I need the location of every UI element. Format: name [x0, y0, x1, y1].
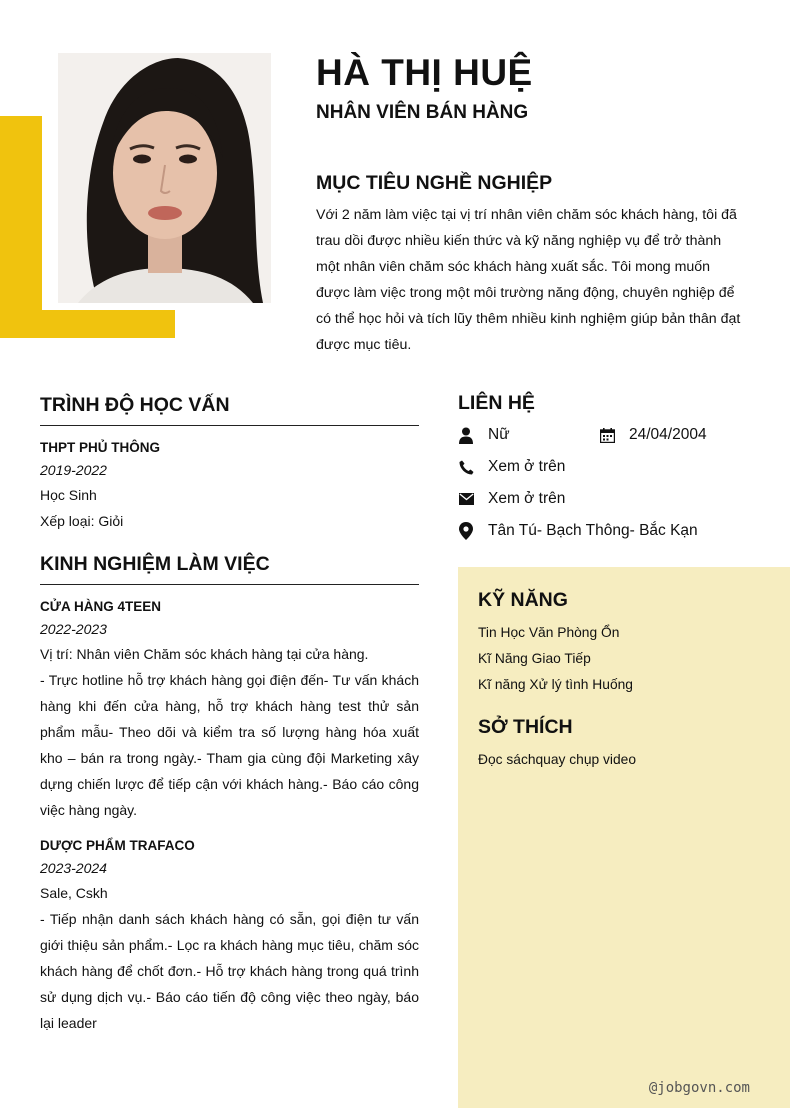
phone-icon [458, 458, 474, 476]
location-pin-icon [458, 522, 474, 540]
experience-description: - Trực hotline hỗ trợ khách hàng gọi điện đến- Tư vấn khách hàng khi đến cửa hàng, hỗ trợ khách hàng test thử sản phẩm mẫu- Theo dõi và kiểm tra số lượng hàng hóa xuất kho – bán ra trong ngày.- Tham gia cùng đội Marketing xây dựng chiến lược để tiếp cận với khách hàng.- Báo cáo công việc hàng ngày. [40, 672, 419, 818]
profile-photo [58, 53, 271, 303]
skill-item: Kĩ Năng Giao Tiếp [478, 651, 591, 666]
objective-heading: MỤC TIÊU NGHỀ NGHIỆP [316, 172, 553, 194]
contact-address-value: Tân Tú- Bạch Thông- Bắc Kạn [488, 522, 698, 539]
experience-position: Sale, Cskh [40, 885, 108, 901]
portrait-icon [58, 53, 271, 303]
education-section [40, 394, 419, 534]
calendar-icon [599, 426, 615, 444]
watermark: @jobgovn.com [648, 1080, 750, 1096]
experience-entry [40, 597, 419, 823]
skill-item: Kĩ năng Xử lý tình Huống [478, 677, 633, 692]
experience-years: 2023-2024 [40, 860, 107, 876]
education-school: THPT PHỦ THÔNG [40, 440, 160, 455]
contact-gender-value: Nữ [488, 426, 510, 443]
skills-list [478, 620, 778, 698]
experience-years: 2022-2023 [40, 621, 107, 637]
objective-text: Với 2 năm làm việc tại vị trí nhân viên chăm sóc khách hàng, tôi đã trau dồi được nhiều kiến thức và kỹ năng nghiệp vụ để trở thành một nhân viên chăm sóc khách hàng xuất sắc. Tôi mong muốn được làm việc trong một môi trường năng động, chuyên nghiệp để có thể học hỏi và tích lũy thêm nhiều kinh nghiệm giúp bản thân đạt được mục tiêu. [316, 207, 741, 353]
skills-heading: KỸ NĂNG [478, 589, 568, 611]
candidate-title: NHÂN VIÊN BÁN HÀNG [316, 102, 529, 123]
education-grade: Xếp loại: Giỏi [40, 513, 124, 529]
contact-phone [458, 458, 565, 476]
experience-entry [40, 836, 419, 1036]
education-years: 2019-2022 [40, 462, 107, 478]
experience-description: - Tiếp nhận danh sách khách hàng có sẵn, gọi điện tư vấn giới thiệu sản phẩm.- Lọc ra khách hàng mục tiêu, chăm sóc khách hàng để chốt đơn.- Hỗ trợ khách hàng trong quá trình sử dụng dịch vụ.- Báo cáo tiến độ công việc theo ngày, báo lại leader [40, 911, 419, 1031]
experience-heading: KINH NGHIỆM LÀM VIỆC [40, 553, 419, 585]
contact-email [458, 490, 565, 508]
contact-address [458, 522, 698, 540]
hobbies-list [478, 747, 778, 773]
education-role: Học Sinh [40, 487, 97, 503]
contact-birthday [599, 426, 707, 444]
mail-icon [458, 490, 474, 508]
accent-bar-horizontal [0, 310, 175, 338]
experience-section [40, 553, 419, 1036]
contact-heading: LIÊN HỆ [458, 392, 535, 414]
skill-item: Tin Học Văn Phòng Ổn [478, 625, 620, 640]
experience-position: Vị trí: Nhân viên Chăm sóc khách hàng tại cửa hàng. [40, 646, 369, 662]
hobby-item: Đọc sáchquay chụp video [478, 752, 636, 767]
experience-company: DƯỢC PHẨM TRAFACO [40, 838, 195, 853]
contact-gender [458, 426, 510, 444]
skills-panel [458, 567, 790, 1108]
accent-bar-vertical [0, 116, 42, 338]
education-heading: TRÌNH ĐỘ HỌC VẤN [40, 394, 419, 426]
person-icon [458, 426, 474, 444]
contact-email-value: Xem ở trên [488, 490, 566, 507]
hobbies-heading: SỞ THÍCH [478, 716, 573, 738]
experience-company: CỬA HÀNG 4TEEN [40, 599, 161, 614]
candidate-name: HÀ THỊ HUỆ [316, 52, 533, 93]
contact-birthday-value: 24/04/2004 [629, 426, 707, 443]
contact-phone-value: Xem ở trên [488, 458, 566, 475]
